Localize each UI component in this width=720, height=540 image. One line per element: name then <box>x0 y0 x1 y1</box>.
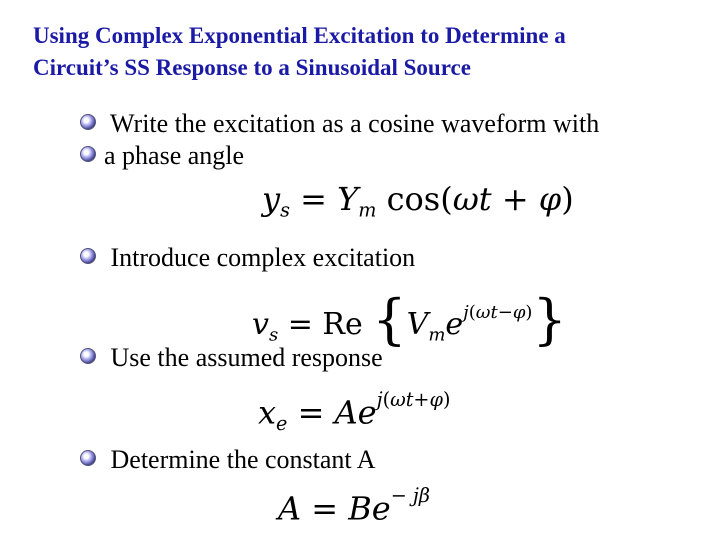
bullet-icon <box>80 450 96 466</box>
bullet-icon <box>80 348 96 364</box>
bullet-item-constant <box>80 444 375 476</box>
slide-title <box>33 20 703 84</box>
title-line-2: Circuit’s SS Response to a Sinusoidal Source <box>33 55 471 80</box>
bullet-icon <box>80 146 96 162</box>
bullet-text: Introduce complex excitation <box>104 243 416 272</box>
bullet-text: Write the excitation as a cosine waveform with <box>104 109 600 138</box>
bullet-icon <box>80 114 96 130</box>
bullet-text-continued: a phase angle <box>104 141 245 170</box>
bullet-item-complex <box>80 242 415 274</box>
equation-complex-excitation: $v_s = Re$ $\{V_me^{j(\omega t-\varphi)}\}$ <box>252 288 567 351</box>
equation-constant-a: $A = Be^{- j\beta}$ <box>278 484 430 528</box>
bullet-item-response <box>80 342 383 374</box>
equation-assumed-response: $x_e = Ae^{j(\omega t+\varphi)}$ <box>258 388 451 435</box>
bullet-text: Use the assumed response <box>104 343 383 372</box>
bullet-item-cosine <box>80 108 599 172</box>
bullet-text: Determine the constant A <box>104 445 376 474</box>
equation-excitation: $y_s = Y_m$ cos(ωt + φ) <box>262 180 574 222</box>
bullet-icon <box>80 248 96 264</box>
title-line-1: Using Complex Exponential Excitation to Determine a <box>33 23 566 48</box>
